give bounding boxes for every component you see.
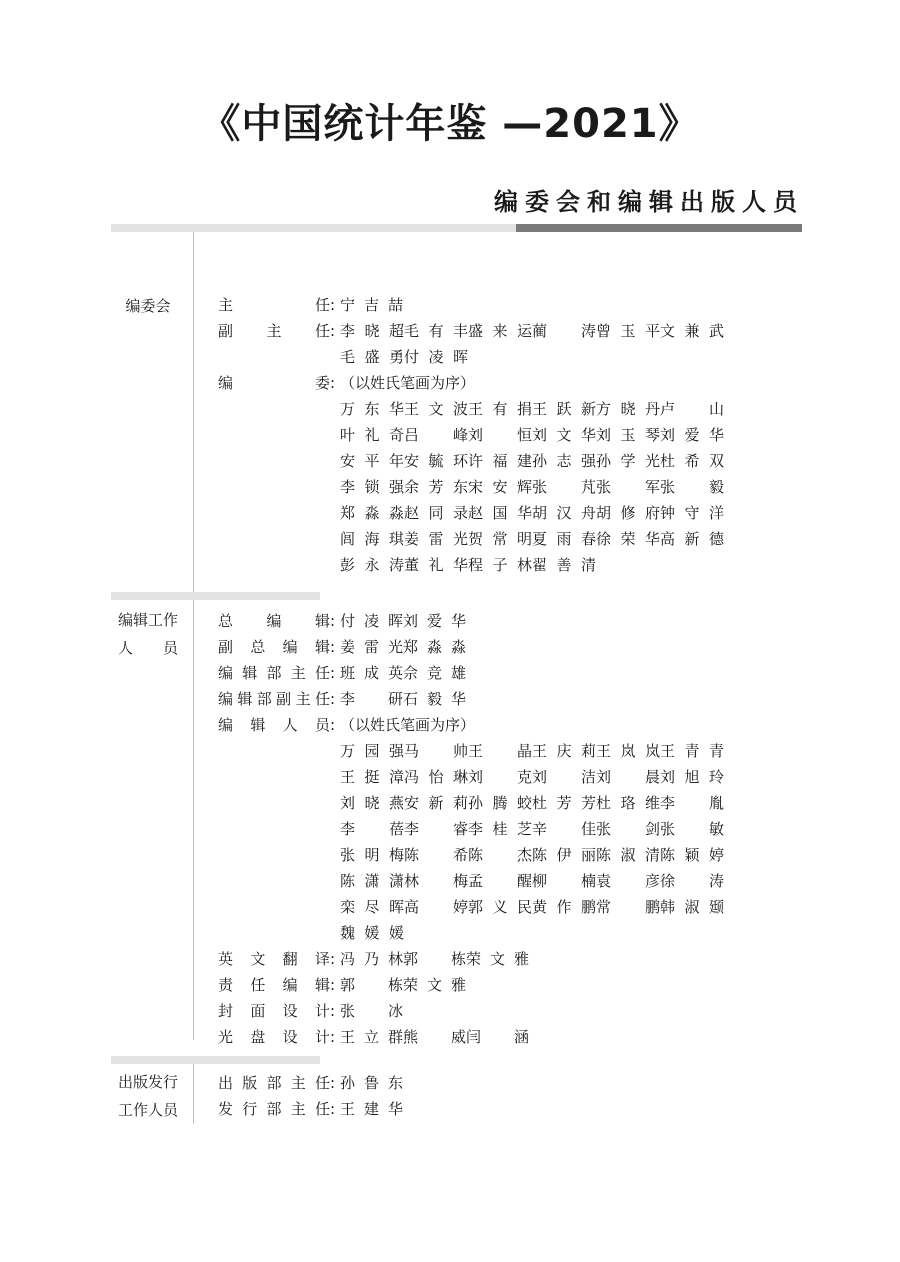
person-name: 王挺漳 bbox=[340, 768, 404, 786]
name-list bbox=[340, 344, 468, 370]
role-colon: : bbox=[330, 716, 336, 734]
person-name: 胡汉舟 bbox=[532, 504, 596, 522]
person-name: 郑淼淼 bbox=[403, 638, 466, 656]
role-char: 设 bbox=[282, 1002, 298, 1020]
role-char: 任 bbox=[314, 322, 330, 340]
person-name: 翟善清 bbox=[532, 556, 596, 574]
name-list bbox=[340, 842, 724, 868]
person-name: 韩淑颋 bbox=[660, 898, 724, 916]
section-label-committee: 编委会 bbox=[125, 297, 171, 315]
role-colon: : bbox=[330, 638, 336, 656]
name-list bbox=[340, 292, 403, 318]
person-name: 郭义民 bbox=[468, 898, 532, 916]
role-char: 辑 bbox=[250, 716, 266, 734]
section-rule-publishing bbox=[111, 1056, 320, 1064]
person-name: 张芃 bbox=[532, 478, 596, 496]
role-char: 光 bbox=[218, 1028, 234, 1046]
person-name: 刘旭玲 bbox=[660, 768, 724, 786]
name-list bbox=[340, 816, 724, 842]
role-char: 主 bbox=[295, 690, 311, 708]
person-name: 徐荣华 bbox=[596, 530, 660, 548]
role-char: 部 bbox=[266, 1100, 282, 1118]
person-name: 孟醒 bbox=[468, 872, 532, 890]
person-name: 王岚岚 bbox=[596, 742, 660, 760]
person-name: 夏雨春 bbox=[532, 530, 596, 548]
role-label bbox=[218, 1024, 330, 1050]
section-divider-committee bbox=[193, 232, 194, 592]
section-divider-publishing bbox=[193, 1064, 194, 1124]
editors-note: （以姓氏笔画为序） bbox=[340, 716, 476, 734]
person-name: 付凌晖 bbox=[404, 348, 468, 366]
person-name: 彭永涛 bbox=[340, 556, 404, 574]
person-name: 陈杰 bbox=[468, 846, 532, 864]
person-name: 刘晨 bbox=[596, 768, 660, 786]
person-name: 刘文华 bbox=[532, 426, 596, 444]
name-list bbox=[340, 526, 724, 552]
label-line: 工作人员 bbox=[117, 1101, 178, 1119]
person-name: 冯怡琳 bbox=[404, 768, 468, 786]
person-name: 万东华 bbox=[340, 400, 404, 418]
name-list bbox=[340, 1096, 403, 1122]
role-char: 发 bbox=[218, 1100, 234, 1118]
name-list bbox=[340, 396, 724, 422]
role-label bbox=[218, 660, 330, 686]
person-name: 熊威 bbox=[403, 1028, 466, 1046]
person-name: 张军 bbox=[596, 478, 660, 496]
person-name: 李锁强 bbox=[340, 478, 404, 496]
person-name: 贺常明 bbox=[468, 530, 532, 548]
role-char: 任 bbox=[314, 1100, 330, 1118]
section-label-publishing bbox=[110, 1068, 186, 1124]
role-label bbox=[218, 292, 330, 318]
role-char: 员 bbox=[314, 716, 330, 734]
header-rule-light bbox=[111, 224, 516, 232]
role-colon: : bbox=[330, 296, 336, 314]
section-label-editorial bbox=[110, 606, 186, 662]
person-name: 陈伊丽 bbox=[532, 846, 596, 864]
person-name: 荣文雅 bbox=[466, 950, 529, 968]
role-colon: : bbox=[330, 1002, 336, 1020]
person-name: 刘洁 bbox=[532, 768, 596, 786]
name-list bbox=[340, 946, 529, 972]
role-colon: : bbox=[330, 374, 336, 392]
person-name: 姜雷光 bbox=[340, 638, 403, 656]
person-name: 孙鲁东 bbox=[340, 1074, 403, 1092]
person-name: 王青青 bbox=[660, 742, 724, 760]
person-name: 程子林 bbox=[468, 556, 532, 574]
role-label bbox=[218, 634, 330, 660]
role-char: 译 bbox=[314, 950, 330, 968]
role-char: 任 bbox=[314, 296, 330, 314]
role-char: 编 bbox=[218, 716, 234, 734]
role-char: 部 bbox=[266, 1074, 282, 1092]
person-name: 石毅华 bbox=[403, 690, 466, 708]
person-name: 叶礼奇 bbox=[340, 426, 404, 444]
person-name: 张冰 bbox=[340, 1002, 403, 1020]
role-char: 编 bbox=[266, 612, 282, 630]
role-label bbox=[218, 1070, 330, 1096]
label-char: 员 bbox=[162, 639, 178, 657]
person-name: 徐涛 bbox=[660, 872, 724, 890]
person-name: 毛盛勇 bbox=[340, 348, 404, 366]
person-name: 黄作鹏 bbox=[532, 898, 596, 916]
role-char: 委 bbox=[314, 374, 330, 392]
role-label bbox=[218, 946, 330, 972]
person-name: 张毅 bbox=[660, 478, 724, 496]
name-list bbox=[340, 738, 724, 764]
person-name: 方晓丹 bbox=[596, 400, 660, 418]
role-char: 总 bbox=[218, 612, 234, 630]
role-char: 出 bbox=[218, 1074, 234, 1092]
person-name: 陈希 bbox=[404, 846, 468, 864]
person-name: 万园强 bbox=[340, 742, 404, 760]
name-list bbox=[340, 1070, 403, 1096]
person-name: 高新德 bbox=[660, 530, 724, 548]
person-name: 辛佳 bbox=[532, 820, 596, 838]
person-name: 余芳东 bbox=[404, 478, 468, 496]
role-char: 翻 bbox=[282, 950, 298, 968]
role-char: 任 bbox=[314, 1074, 330, 1092]
section-divider-editorial bbox=[193, 600, 194, 1040]
role-char: 主 bbox=[290, 664, 306, 682]
name-list bbox=[340, 634, 466, 660]
person-name: 闫涵 bbox=[466, 1028, 529, 1046]
role-colon: : bbox=[330, 690, 336, 708]
person-name: 安新莉 bbox=[404, 794, 468, 812]
person-name: 钟守洋 bbox=[660, 504, 724, 522]
person-name: 李蓓 bbox=[340, 820, 404, 838]
person-name: 王庆莉 bbox=[532, 742, 596, 760]
role-char: 编 bbox=[282, 976, 298, 994]
name-list bbox=[340, 660, 466, 686]
person-name: 孙腾蛟 bbox=[468, 794, 532, 812]
person-name: 王文波 bbox=[404, 400, 468, 418]
person-name: 栾尽晖 bbox=[340, 898, 404, 916]
person-name: 陈潇潇 bbox=[340, 872, 404, 890]
role-char: 辑 bbox=[237, 690, 253, 708]
person-name: 刘爱华 bbox=[403, 612, 466, 630]
role-char: 总 bbox=[250, 638, 266, 656]
person-name: 文兼武 bbox=[660, 322, 724, 340]
role-colon: : bbox=[330, 1074, 336, 1092]
name-list bbox=[340, 448, 724, 474]
header-rule-dark bbox=[516, 224, 802, 232]
role-label bbox=[218, 972, 330, 998]
person-name: 林梅 bbox=[404, 872, 468, 890]
role-char: 面 bbox=[250, 1002, 266, 1020]
name-list bbox=[340, 998, 403, 1024]
person-name: 张敏 bbox=[660, 820, 724, 838]
person-name: 佘竞雄 bbox=[403, 664, 466, 682]
role-char: 任 bbox=[314, 690, 330, 708]
name-list bbox=[340, 422, 724, 448]
person-name: 王建华 bbox=[340, 1100, 403, 1118]
role-char: 责 bbox=[218, 976, 234, 994]
name-list bbox=[340, 1024, 529, 1050]
person-name: 曾玉平 bbox=[596, 322, 660, 340]
person-name: 常鹏 bbox=[596, 898, 660, 916]
person-name: 李睿 bbox=[404, 820, 468, 838]
role-char: 编 bbox=[218, 374, 234, 392]
person-name: 卢山 bbox=[660, 400, 724, 418]
person-name: 刘晓燕 bbox=[340, 794, 404, 812]
role-label bbox=[218, 686, 330, 712]
role-label bbox=[218, 318, 330, 344]
label-line bbox=[110, 634, 186, 662]
role-char: 部 bbox=[266, 664, 282, 682]
person-name: 盛来运 bbox=[468, 322, 532, 340]
name-list bbox=[340, 764, 724, 790]
person-name: 胡修府 bbox=[596, 504, 660, 522]
role-char: 辑 bbox=[242, 664, 258, 682]
name-list bbox=[340, 790, 724, 816]
members-note: （以姓氏笔画为序） bbox=[340, 374, 476, 392]
person-name: 张明梅 bbox=[340, 846, 404, 864]
role-char: 编 bbox=[218, 664, 234, 682]
person-name: 马帅 bbox=[404, 742, 468, 760]
role-char: 计 bbox=[314, 1028, 330, 1046]
label-line: 编辑工作 bbox=[117, 611, 178, 629]
person-name: 许福建 bbox=[468, 452, 532, 470]
label-char: 人 bbox=[118, 639, 134, 657]
role-colon: : bbox=[330, 976, 336, 994]
role-char: 行 bbox=[242, 1100, 258, 1118]
role-label bbox=[218, 370, 330, 396]
person-name: 安毓环 bbox=[404, 452, 468, 470]
person-name: 刘恒 bbox=[468, 426, 532, 444]
person-name: 杜珞维 bbox=[596, 794, 660, 812]
person-name: 郭栋 bbox=[340, 976, 403, 994]
person-name: 陈颖婷 bbox=[660, 846, 724, 864]
role-label bbox=[218, 608, 330, 634]
person-name: 陈淑清 bbox=[596, 846, 660, 864]
role-char: 任 bbox=[314, 664, 330, 682]
person-name: 冯乃林 bbox=[340, 950, 403, 968]
role-char: 编 bbox=[218, 690, 234, 708]
person-name: 李桂芝 bbox=[468, 820, 532, 838]
person-name: 刘玉琴 bbox=[596, 426, 660, 444]
role-label bbox=[218, 998, 330, 1024]
person-name: 宋安辉 bbox=[468, 478, 532, 496]
person-name: 蔺涛 bbox=[532, 322, 596, 340]
role-colon: : bbox=[330, 612, 336, 630]
role-char: 部 bbox=[256, 690, 272, 708]
role-char: 辑 bbox=[314, 638, 330, 656]
person-name: 王跃新 bbox=[532, 400, 596, 418]
person-name: 李研 bbox=[340, 690, 403, 708]
role-label bbox=[218, 1096, 330, 1122]
person-name: 姜雷光 bbox=[404, 530, 468, 548]
person-name: 杜芳芳 bbox=[532, 794, 596, 812]
role-char: 编 bbox=[282, 638, 298, 656]
role-colon: : bbox=[330, 950, 336, 968]
person-name: 刘爱华 bbox=[660, 426, 724, 444]
person-name: 吕峰 bbox=[404, 426, 468, 444]
person-name: 王立群 bbox=[340, 1028, 403, 1046]
person-name: 郭栋 bbox=[403, 950, 466, 968]
role-colon: : bbox=[330, 1028, 336, 1046]
person-name: 魏媛媛 bbox=[340, 924, 404, 942]
person-name: 杜希双 bbox=[660, 452, 724, 470]
person-name: 刘克 bbox=[468, 768, 532, 786]
person-name: 王有捐 bbox=[468, 400, 532, 418]
person-name: 孙学光 bbox=[596, 452, 660, 470]
section-rule-editorial bbox=[111, 592, 320, 600]
role-char: 盘 bbox=[250, 1028, 266, 1046]
role-char: 计 bbox=[314, 1002, 330, 1020]
person-name: 赵同录 bbox=[404, 504, 468, 522]
name-list bbox=[340, 920, 404, 946]
role-colon: : bbox=[330, 322, 336, 340]
role-char: 任 bbox=[250, 976, 266, 994]
person-name: 李胤 bbox=[660, 794, 724, 812]
name-list bbox=[340, 972, 466, 998]
person-name: 安平年 bbox=[340, 452, 404, 470]
person-name: 王晶 bbox=[468, 742, 532, 760]
role-char: 设 bbox=[282, 1028, 298, 1046]
person-name: 张剑 bbox=[596, 820, 660, 838]
name-list bbox=[340, 500, 724, 526]
person-name: 班成英 bbox=[340, 664, 403, 682]
role-char: 辑 bbox=[314, 612, 330, 630]
person-name: 孙志强 bbox=[532, 452, 596, 470]
person-name: 高婷 bbox=[404, 898, 468, 916]
person-name: 李晓超 bbox=[340, 322, 404, 340]
role-char: 主 bbox=[290, 1100, 306, 1118]
person-name: 宁吉喆 bbox=[340, 296, 403, 314]
role-char: 封 bbox=[218, 1002, 234, 1020]
role-char: 主 bbox=[218, 296, 234, 314]
person-name: 董礼华 bbox=[404, 556, 468, 574]
person-name: 赵国华 bbox=[468, 504, 532, 522]
name-list bbox=[340, 686, 466, 712]
role-char: 副 bbox=[218, 638, 234, 656]
role-colon: : bbox=[330, 1100, 336, 1118]
name-list bbox=[340, 318, 724, 344]
role-char: 副 bbox=[276, 690, 292, 708]
role-char: 主 bbox=[290, 1074, 306, 1092]
label-line: 出版发行 bbox=[117, 1073, 178, 1091]
role-char: 英 bbox=[218, 950, 234, 968]
person-name: 毛有丰 bbox=[404, 322, 468, 340]
role-char: 主 bbox=[266, 322, 282, 340]
page-subtitle: 编委会和编辑出版人员 bbox=[494, 187, 804, 216]
role-char: 版 bbox=[242, 1074, 258, 1092]
name-list bbox=[340, 868, 724, 894]
person-name: 付凌晖 bbox=[340, 612, 403, 630]
page-title: 《中国统计年鉴 —2021》 bbox=[200, 101, 700, 147]
role-char: 副 bbox=[218, 322, 234, 340]
person-name: 荣文雅 bbox=[403, 976, 466, 994]
name-list bbox=[340, 894, 724, 920]
person-name: 闾海琪 bbox=[340, 530, 404, 548]
role-label bbox=[218, 712, 330, 738]
name-list bbox=[340, 474, 724, 500]
person-name: 袁彦 bbox=[596, 872, 660, 890]
name-list bbox=[340, 608, 466, 634]
role-char: 文 bbox=[250, 950, 266, 968]
role-colon: : bbox=[330, 664, 336, 682]
role-char: 辑 bbox=[314, 976, 330, 994]
person-name: 郑淼淼 bbox=[340, 504, 404, 522]
person-name: 柳楠 bbox=[532, 872, 596, 890]
name-list bbox=[340, 552, 596, 578]
role-char: 人 bbox=[282, 716, 298, 734]
